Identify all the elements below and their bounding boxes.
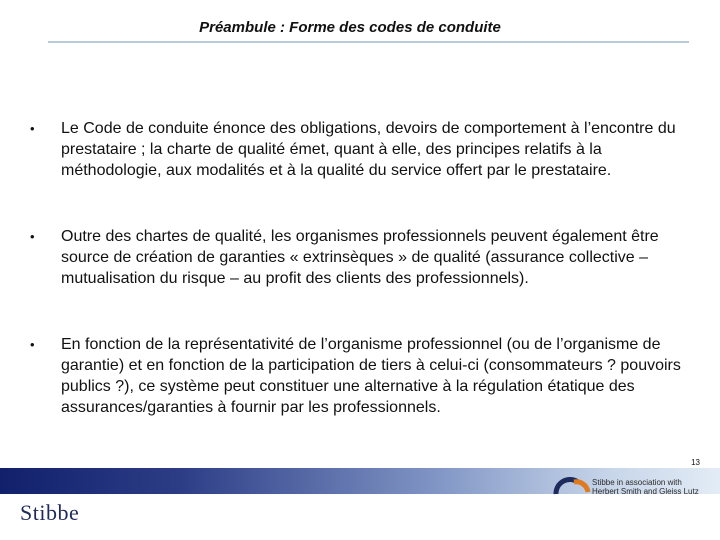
page-number: 13 bbox=[691, 458, 700, 467]
association-line-1: Stibbe in association with bbox=[592, 478, 682, 487]
slide-title: Préambule : Forme des codes de conduite bbox=[199, 19, 501, 36]
association-logo-icon bbox=[552, 474, 592, 496]
title-divider bbox=[48, 41, 689, 43]
stibbe-logo: Stibbe bbox=[20, 500, 80, 525]
bullet-text: Le Code de conduite énonce des obligations, devoirs de comportement à l’encontre du prestataire ; la charte de qualité émet, quant à elle, des principes relatifs à la méthodologie, aux modalités et à la qualité du service offert par le prestataire. bbox=[61, 120, 676, 179]
bullet-dot: • bbox=[30, 337, 35, 352]
association-line-2: Herbert Smith and Gleiss Lutz bbox=[592, 487, 699, 496]
association-logo-text bbox=[592, 478, 699, 496]
bullet-text: En fonction de la représentativité de l’organisme professionnel (ou de l’organisme de garantie) et en fonction de la participation de tiers à celui-ci (consommateurs ? pouvoirs publics ?), ce système peut constituer une alternative à la régulation étatique des assurances/garanties à fournir par les professionnels. bbox=[61, 336, 681, 416]
bullet-dot: • bbox=[30, 229, 35, 244]
bullet-text: Outre des chartes de qualité, les organismes professionnels peuvent également être source de création de garanties « extrinsèques » de qualité (assurance collective – mutualisation du risque – au profit des clients des professionnels). bbox=[61, 228, 659, 287]
bullet-dot: • bbox=[30, 121, 35, 136]
